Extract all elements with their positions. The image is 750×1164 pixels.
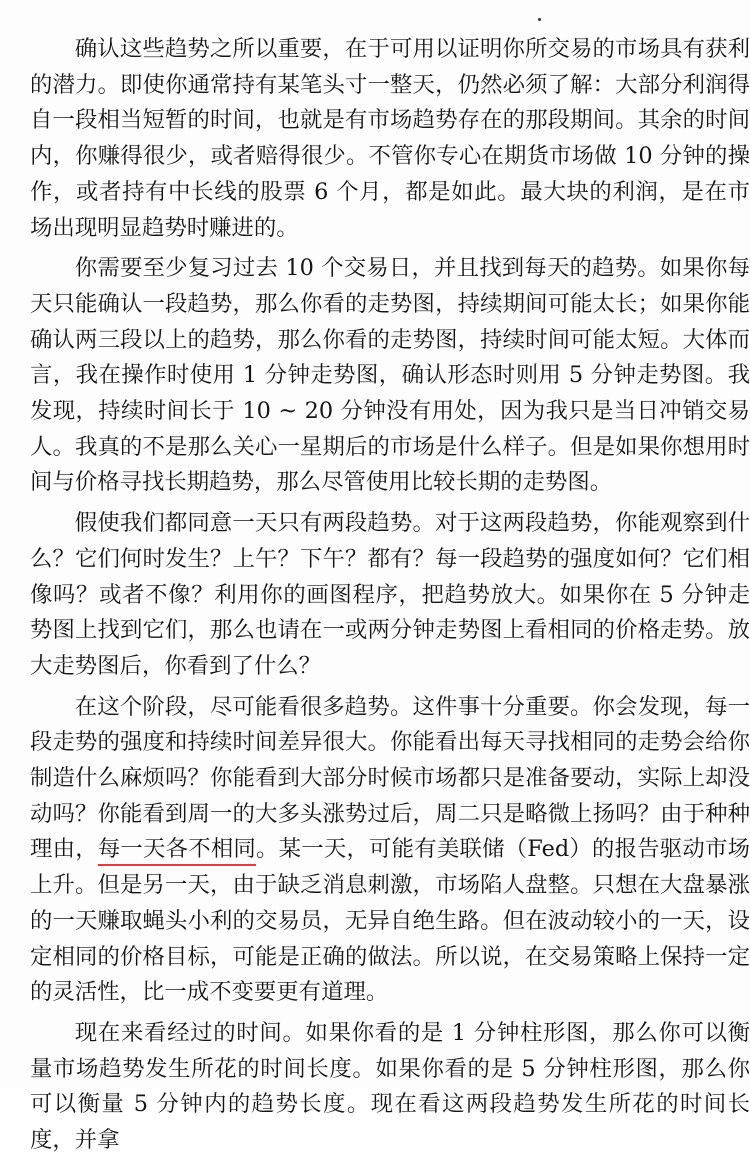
highlighted-phrase: 每一天各不相同 bbox=[97, 836, 257, 863]
paragraph-3: 假使我们都同意一天只有两段趋势。对于这两段趋势，你能观察到什么？它们何时发生？上午？下午？都有？每一段趋势的强度如何？它们相像吗？或者不像？利用你的画图程序，把趋势放大。如果你在 5 分钟走势图上找到它们，那么也请在一或两分钟走势图上看相同的价格走势。放大走势图后，你看到了什么？ bbox=[30, 510, 750, 679]
paragraph-4 bbox=[30, 690, 750, 1011]
scan-speck bbox=[538, 18, 541, 21]
paragraph-4-after: 。某一天，可能有美联储（Fed）的报告驱动市场上升。但是另一天，由于缺乏消息刺激，市场陷人盘整。只想在大盘暴涨的一天赚取蝇头小利的交易员，无异自绝生路。但在波动较小的一天，设定相同的价格目标，可能是正确的做法。所以说，在交易策略上保持一定的灵活性，比一成不变要更有道理。 bbox=[30, 836, 750, 1006]
paragraph-5: 现在来看经过的时间。如果你看的是 1 分钟柱形图，那么你可以衡量市场趋势发生所花的时间长度。如果你看的是 5 分钟柱形图，那么你可以衡量 5 分钟内的趋势长度。现在看这两段趋势发生所花的时间长度，并拿 bbox=[30, 1019, 750, 1154]
paragraph-4-before: 在这个阶段，尽可能看很多趋势。这件事十分重要。你会发现，每一段走势的强度和持续时间差异很大。你能看出每天寻找相同的走势会给你制造什么麻烦吗？你能看到大部分时候市场都只是准备要动，实际上却没动吗？你能看到周一的大多头涨势过后，周二只是略微上扬吗？由于种种理由， bbox=[30, 693, 750, 863]
paragraph-2: 你需要至少复习过去 10 个交易日，并且找到每天的趋势。如果你每天只能确认一段趋势，那么你看的走势图，持续期间可能太长；如果你能确认两三段以上的趋势，那么你看的走势图，持续时间可能太短。大体而言，我在操作时使用 1 分钟走势图，确认形态时则用 5 分钟走势图。我发现，持续时间长于 10 ~ 20 分钟没有用处，因为我只是当日冲销交易人。我真的不是那么关心一星期后的市场是什么样子。但是如果你想用时间与价格寻找长期趋势，那么尽管使用比较长期的走势图。 bbox=[30, 255, 750, 496]
document-body bbox=[30, 32, 750, 1164]
paragraph-1: 确认这些趋势之所以重要，在于可用以证明你所交易的市场具有获利的潜力。即使你通常持有某笔头寸一整天，仍然必须了解：大部分利润得自一段相当短暂的时间，也就是有市场趋势存在的那段期间。其余的时间内，你赚得很少，或者赔得很少。不管你专心在期货市场做 10 分钟的操作，或者持有中长线的股票 6 个月，都是如此。最大块的利润，是在市场出现明显趋势时赚进的。 bbox=[30, 36, 750, 241]
